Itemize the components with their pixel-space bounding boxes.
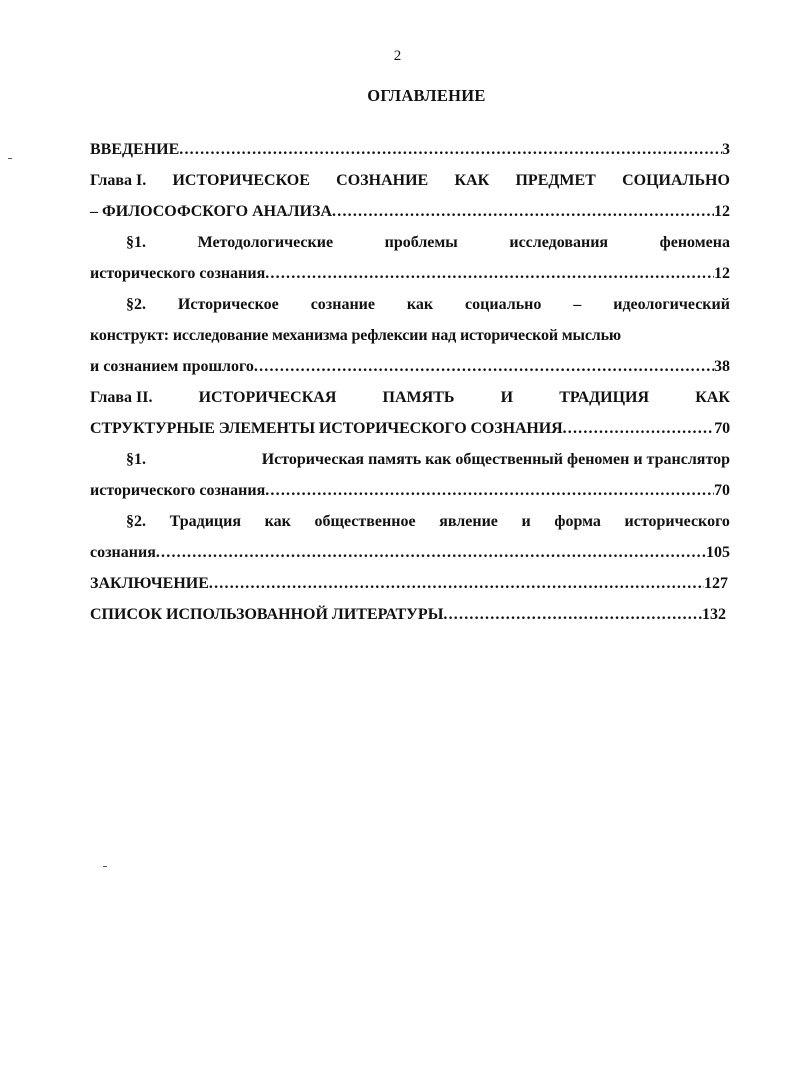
toc-word: –	[573, 296, 582, 313]
toc-word: Традиция	[169, 513, 242, 530]
dot-leader	[563, 413, 715, 444]
toc-entry-ch1-section-1-cont[interactable]	[90, 258, 730, 289]
toc-entry-label: СТРУКТУРНЫЕ ЭЛЕМЕНТЫ ИСТОРИЧЕСКОГО СОЗНАНИЯ	[90, 420, 563, 437]
toc-entry-ch1-section-2-end[interactable]	[90, 351, 730, 382]
section-number: §2.	[126, 296, 146, 313]
dot-leader	[254, 351, 714, 382]
toc-entry-label: ЗАКЛЮЧЕНИЕ	[90, 575, 209, 592]
toc-entry-ch1-section-2-cont[interactable]	[90, 320, 730, 351]
toc-entry-ch2-section-2-cont[interactable]	[90, 537, 730, 568]
toc-word: ИСТОРИЧЕСКАЯ	[198, 389, 337, 406]
toc-entry-intro[interactable]	[90, 134, 730, 165]
toc-word: сознание	[310, 296, 375, 313]
toc-word: Методологические	[197, 234, 334, 251]
toc-entry-label: и сознанием прошлого	[90, 358, 254, 375]
toc-page-number: 105	[706, 544, 730, 561]
toc-word: ПАМЯТЬ	[382, 389, 455, 406]
toc-word: КАК	[695, 389, 730, 406]
toc-entry-ch2-section-2[interactable]	[90, 506, 730, 537]
page-number: 2	[393, 48, 402, 64]
toc-word: идеологический	[613, 296, 730, 313]
toc-word: форма	[554, 513, 601, 530]
toc-entry-bibliography[interactable]	[90, 599, 726, 630]
toc-entry-chapter-2-cont[interactable]	[90, 413, 730, 444]
chapter-prefix: Глава I.	[90, 172, 147, 189]
toc-word: феномена	[659, 234, 730, 251]
toc-word: И	[500, 389, 514, 406]
section-number: §2.	[126, 513, 146, 530]
dot-leader	[179, 134, 722, 165]
toc-entry-label: СПИСОК ИСПОЛЬЗОВАННОЙ ЛИТЕРАТУРЫ	[90, 606, 444, 623]
section-number: §1.	[126, 234, 146, 251]
toc-word: и	[521, 513, 531, 530]
toc-page-number: 38	[714, 358, 730, 375]
toc-entry-ch1-section-1[interactable]	[90, 227, 730, 258]
toc-entry-chapter-1-cont[interactable]	[90, 196, 730, 227]
toc-word: ПРЕДМЕТ	[515, 172, 596, 189]
dot-leader	[332, 196, 714, 227]
dot-leader	[209, 568, 704, 599]
toc-word: СОЗНАНИЕ	[336, 172, 429, 189]
toc-page-number: 12	[714, 265, 730, 282]
toc-word: Историческое	[177, 296, 279, 313]
dot-leader	[265, 475, 714, 506]
dot-leader	[265, 258, 714, 289]
scan-artifact	[103, 866, 107, 867]
toc-page-number: 70	[714, 482, 730, 499]
toc-word: социально	[465, 296, 542, 313]
toc-entry-conclusion[interactable]	[90, 568, 728, 599]
toc-word: как	[406, 296, 434, 313]
toc-page-number: 70	[714, 420, 730, 437]
dot-leader	[156, 537, 706, 568]
toc-word: СОЦИАЛЬНО	[622, 172, 730, 189]
toc-word: исследования	[509, 234, 609, 251]
toc-entry-ch1-section-2[interactable]	[90, 289, 730, 320]
toc-word: КАК	[454, 172, 490, 189]
toc-entry-label: сознания	[90, 544, 156, 561]
toc-entry-label: исторического сознания	[90, 482, 266, 499]
toc-entry-label: Историческая память как общественный феномен и транслятор	[261, 451, 730, 468]
toc-word: исторического	[624, 513, 730, 530]
dot-leader	[443, 599, 702, 630]
toc-word: ТРАДИЦИЯ	[559, 389, 650, 406]
toc-word: явление	[439, 513, 498, 530]
toc-entry-chapter-2[interactable]	[90, 382, 730, 413]
toc-word: проблемы	[384, 234, 458, 251]
page-title: ОГЛАВЛЕНИЕ	[367, 86, 486, 105]
toc-word: ИСТОРИЧЕСКОЕ	[172, 172, 310, 189]
toc-entry-ch2-section-1-cont[interactable]	[90, 475, 730, 506]
chapter-prefix: Глава II.	[90, 389, 153, 406]
toc-page-number: 127	[704, 575, 728, 592]
toc-page-number: 3	[722, 141, 730, 158]
toc-word: как	[264, 513, 291, 530]
toc-entry-label: – ФИЛОСОФСКОГО АНАЛИЗА	[90, 203, 333, 220]
scan-artifact	[8, 158, 12, 159]
toc-entry-label: исторического сознания	[90, 265, 266, 282]
toc-entry-label: конструкт: исследование механизма рефлексии над исторической мыслью	[90, 327, 621, 344]
toc-entry-ch2-section-1[interactable]	[90, 444, 730, 475]
toc-page-number: 12	[714, 203, 730, 220]
toc-entry-label: ВВЕДЕНИЕ	[90, 141, 180, 158]
toc-page-number: 132	[702, 606, 726, 623]
toc-word: общественное	[314, 513, 416, 530]
toc-entry-chapter-1[interactable]	[90, 165, 730, 196]
section-number: §1.	[126, 451, 146, 468]
table-of-contents	[90, 134, 730, 630]
